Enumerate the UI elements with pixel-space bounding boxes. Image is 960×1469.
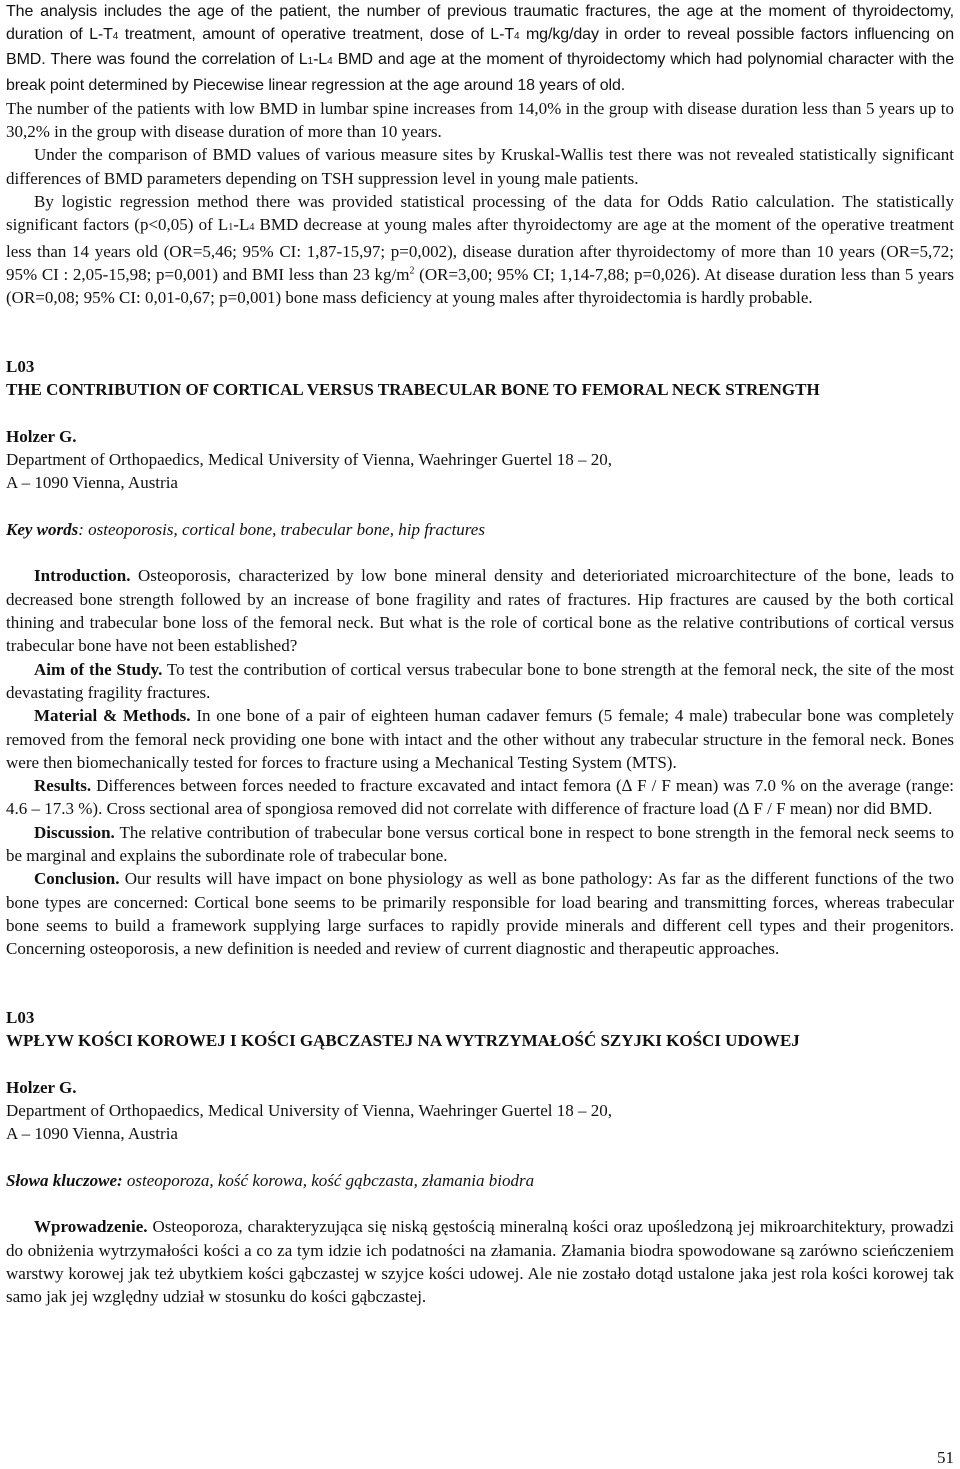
section-label: Introduction. xyxy=(34,566,131,586)
section-discussion xyxy=(6,821,954,868)
section-label: Results. xyxy=(34,776,92,796)
text-run: The analysis includes the age of the patient, the number of previous traumatic fractures, the age at the moment of thyroidectomy, duration of L-T xyxy=(6,3,954,44)
section-text: Our results will have impact on bone physiology as well as bone pathology: As far as the different functions of the two bone types are concerned: Cortical bone seems to be primarily responsible for load bearing and transmitting forces, whereas trabecular bone seems to build a framework supplying large surfaces to rapidly provide minerals and different cell types and their progenitors. Concerning osteoporosis, a new definition is needed and review of current diagnostic and therapeutic approaches. xyxy=(6,869,954,959)
section-text: Differences between forces needed to fracture excavated and intact femora (∆ F / F mean) was 7.0 % on the average (range: 4.6 – 17.3 %). Cross sectional area of spongiosa removed did not correlate with difference of fracture load (∆ F / F mean) nor did BMD. xyxy=(6,776,954,819)
text-run: BMD decrease at young males after thyroidectomy are age at the moment of the operative treatment less than 14 years old (OR=5,46; 95% CI: 1,87-15,97; p=0,002), disease duration after thyroidectomy of more than 10 years (OR=5,72; 95% CI : 2,05-15,98; p=0,001) and BMI less than 23 kg/m xyxy=(6,215,955,284)
text-run: (OR=3,00; 95% CI; 1,14-7,88; p=0,026). At disease duration less than 5 years (OR=0,08; 95% CI: 0,01-0,67; p=0,001) bone mass deficiency at young males after thyroidectomia is hardly probable. xyxy=(6,264,954,308)
section-label: Wprowadzenie. xyxy=(34,1217,148,1237)
section-label: Discussion. xyxy=(34,822,115,842)
abstract-title-pl: WPŁYW KOŚCI KOROWEJ I KOŚCI GĄBCZASTEJ NA WYTRZYMAŁOŚĆ SZYJKI KOŚCI UDOWEJ xyxy=(6,1031,800,1051)
paragraph-kruskal-wallis: Under the comparison of BMD values of various measure sites by Kruskal-Wallis test there was not revealed statistically significant differences of BMD parameters depending on TSH suppression level in young male patients. xyxy=(6,145,954,188)
affiliation-line-1: Department of Orthopaedics, Medical University of Vienna, Waehringer Guertel 18 – 20, xyxy=(6,449,612,469)
subscript: 4 xyxy=(249,222,255,234)
text-run: treatment, amount of operative treatment, dose of L-T xyxy=(118,26,515,44)
section-text: Osteoporosis, characterized by low bone mineral density and deterioriated microarchitecture of the bone, leads to decreased bone strength followed by an increase of bone fragility and rates of fractures. Hip fractures are caused by the both cortical thining and trabecular bone loss of the femoral neck. But what is the role of cortical bone as the relative contributions of cortical versus trabecular bone have not been established? xyxy=(6,566,954,656)
author: Holzer G. xyxy=(6,426,77,446)
text-run: -L xyxy=(233,215,250,235)
subscript: 4 xyxy=(327,56,333,68)
section-introduction xyxy=(6,564,954,657)
section-label: Aim of the Study. xyxy=(34,659,163,679)
keywords-text: : osteoporosis, cortical bone, trabecular bone, hip fractures xyxy=(78,519,485,539)
abstract-title: THE CONTRIBUTION OF CORTICAL VERSUS TRABECULAR BONE TO FEMORAL NECK STRENGTH xyxy=(6,380,820,400)
affiliation-line-1-pl: Department of Orthopaedics, Medical University of Vienna, Waehringer Guertel 18 – 20, xyxy=(6,1100,612,1120)
section-label: Conclusion. xyxy=(34,869,120,889)
keywords xyxy=(6,518,954,541)
subscript: 4 xyxy=(514,31,520,43)
keywords-text: osteoporoza, kość korowa, kość gąbczasta, złamania biodra xyxy=(122,1170,535,1190)
affiliation-line-2-pl: A – 1090 Vienna, Austria xyxy=(6,1124,178,1144)
page-number: 51 xyxy=(937,1448,954,1467)
section-conclusion xyxy=(6,867,954,960)
paragraph-low-bmd: The number of the patients with low BMD in lumbar spine increases from 14,0% in the group with disease duration less than 5 years up to 30,2% in the group with disease duration of more than 10 years. xyxy=(6,98,954,142)
keywords-label: Słowa kluczowe: xyxy=(6,1170,123,1190)
keywords-pl xyxy=(6,1169,954,1192)
text-run: mg/kg/day in order to reveal possible factors influencing on BMD. There was found the correlation of L xyxy=(6,26,955,69)
text-run: BMD and age at the moment of thyroidectomy which had polynomial character with the break point determined by Piecewise linear regression at the age around 18 years of old. xyxy=(6,51,954,94)
superscript: 2 xyxy=(409,265,415,277)
section-results xyxy=(6,774,954,821)
section-introduction-pl xyxy=(6,1215,954,1308)
affiliation-line-2: A – 1090 Vienna, Austria xyxy=(6,473,178,493)
section-text: The relative contribution of trabecular bone versus cortical bone in respect to bone strength in the femoral neck seems to be marginal and explains the subordinate role of trabecular bone. xyxy=(6,822,954,866)
section-label: Material & Methods. xyxy=(34,706,191,726)
section-aim xyxy=(6,658,954,705)
subscript: 1 xyxy=(228,222,234,234)
text-run: -L xyxy=(313,51,328,69)
subscript: 1 xyxy=(307,56,314,68)
abstract-code-pl: L03 xyxy=(6,1007,35,1027)
page-content xyxy=(6,0,954,1309)
text-run: By logistic regression method there was provided statistical processing of the data for Odds Ratio calculation. The statistically significant factors (p<0,05) of L xyxy=(6,192,954,235)
keywords-label: Key words xyxy=(6,519,79,539)
author-pl: Holzer G. xyxy=(6,1077,77,1097)
section-text: To test the contribution of cortical versus trabecular bone to bone strength at the femoral neck, the site of the most devastating fragility fractures. xyxy=(6,659,954,702)
section-text: Osteoporoza, charakteryzująca się niską gęstością mineralną kości oraz upośledzoną jej mikroarchitektury, prowadzi do obniżenia wytrzymałości kości a co za tym idzie ich podatności na złamania. Złamania biodra spowodowane są zarówno scieńczeniem warstwy korowej jak też ubytkiem kości gąbczastej w szyjce kości udowej. Ale nie zostało dotąd ustalone jaka jest rola kości korowej tak samo jak jej względny udział w stosunku do kości gąbczastej. xyxy=(6,1217,954,1307)
abstract-code: L03 xyxy=(6,356,35,376)
section-methods xyxy=(6,704,954,774)
paragraph-logistic-regression xyxy=(6,190,954,309)
subscript: 4 xyxy=(112,31,119,43)
intro-paragraph xyxy=(6,0,954,97)
section-text: In one bone of a pair of eighteen human cadaver femurs (5 female; 4 male) trabecular bone was completely removed from the femoral neck providing one bone with intact and the other without any trabecular structure in the femoral neck. Bones were then biomechanically tested for forces to fracture using a Mechanical Testing System (MTS). xyxy=(6,706,954,772)
